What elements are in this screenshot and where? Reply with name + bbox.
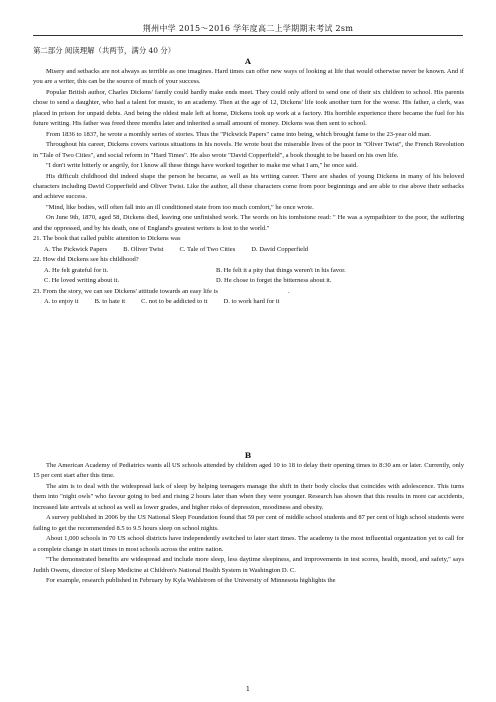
section-title: 第二部分 阅读理解（共两节，满分 40 分） bbox=[33, 46, 176, 55]
option-b: B. He felt it a pity that things weren't in his favor. bbox=[216, 266, 346, 274]
passage-b-label: B bbox=[244, 451, 252, 460]
question-23-end: . bbox=[287, 287, 290, 295]
paragraph: A survey published in 2006 by the US National Sleep Foundation found that 59 per cent of middle school students and 87 per cent of high school students were failing to get the recommended 8.5 to 9.5 hours sleep on school nights. bbox=[33, 514, 464, 532]
option-a: A. The Pickwick Papers bbox=[44, 245, 108, 253]
passage-a-label: A bbox=[245, 57, 251, 66]
option-b: B. to hate it bbox=[94, 297, 126, 305]
question-22-stem: 22. How did Dickens see his childhood? bbox=[33, 256, 139, 264]
question-23-text: 23. From the story, we can see Dickens' attitude towards an easy life is bbox=[33, 287, 218, 295]
paragraph: Misery and setbacks are not always as terrible as one imagines. Hard times can offer new ways of looking at life that would otherwise never be known. And if you are a writer, this can be the source of much of your success. bbox=[33, 68, 464, 86]
header-rule bbox=[33, 35, 463, 36]
option-c: C. He loved writing about it. bbox=[44, 277, 120, 285]
option-d: D. to work hard for it bbox=[223, 297, 280, 305]
option-a: A. He felt grateful for it. bbox=[44, 266, 109, 274]
paragraph: The American Academy of Pediatrics wants all US schools attended by children aged 10 to 18 to delay their opening times to 8:30 am or later. Currently, only 15 per cent start after this time. bbox=[33, 462, 464, 480]
paragraph: About 1,000 schools in 70 US school districts have independently switched to later start times. The academy is the most influential organization yet to call for a complete change in start times in most schools across the entire nation. bbox=[33, 535, 464, 553]
paragraph: "The demonstrated benefits are widespread and include more sleep, less daytime sleepiness, and improvements in test scores, health, mood, and safety," says Judith Owens, director of Sleep Medicine at Children's National Health System in Washington D. C. bbox=[33, 556, 464, 574]
paragraph: Popular British author, Charles Dickens' family could hardly make ends meet. They could only afford to send one of their six children to school. His parents chose to send a daughter, who had a talent for music, to an academy. Then at the age of 12, Dickens' life took another turn for the worse. His father, a clerk, was placed in prison for unpaid debts. And being the oldest male left at home, Dickens took up work at a factory. His horrible experience there became the fuel for his future writing. His father was freed three months later and inherited a small amount of money. Dickens was then sent to school. bbox=[33, 88, 464, 128]
page-number: 1 bbox=[245, 685, 251, 693]
question-23-stem bbox=[33, 287, 464, 297]
option-a: A. to enjoy it bbox=[44, 297, 79, 305]
option-c: C. not to be addicted to it bbox=[141, 297, 208, 305]
passage-a-body bbox=[33, 67, 464, 307]
passage-b-body bbox=[33, 461, 464, 586]
option-b: B. Oliver Twist bbox=[123, 245, 164, 253]
paragraph: For example, research published in February by Kyla Wahlstrom of the University of Minnesota highlights the bbox=[46, 576, 336, 584]
paragraph: "I don't write bitterly or angrily, for I know all these things have worked together to make me what I am," he once said. bbox=[46, 162, 358, 170]
question-23-options bbox=[33, 297, 464, 307]
option-d: D. David Copperfield bbox=[251, 245, 309, 253]
question-21-options bbox=[33, 245, 464, 255]
paragraph: From 1836 to 1837, he wrote a monthly series of stories. Thus the "Pickwick Papers" came into being, which brought fame to the 23-year old man. bbox=[46, 130, 432, 138]
paragraph: On June 9th, 1870, aged 58, Dickens died, leaving one unfinished work. The words on his tombstone read: " He was a sympathizer to the poor, the suffering and the oppressed, and by his death, one of England's greatest writers is lost to the world." bbox=[33, 214, 464, 232]
paragraph: His difficult childhood did indeed shape the person he became, as well as his writing career. There are shades of young Dickens in many of his beloved characters including David Copperfield and Oliver Twist. Like the author, all these characters come from poor beginnings and are able to rise above their setbacks and achieve success. bbox=[33, 172, 464, 201]
option-c: C. Tale of Two Cities bbox=[179, 245, 236, 253]
exam-header: 荆州中学 2015～2016 学年度高二上学期期末考试 2sm bbox=[142, 24, 354, 33]
paragraph: Throughout his career, Dickens covers various situations in his novels. He wrote bout the miserable lives of the poor in "Oliver Twist", the French Revolution in "Tale of Two Cities", and social reform in "Hard Times". He also wrote "David Copperfield", a book thought to be based on his own life. bbox=[33, 141, 464, 159]
question-21-stem: 21. The book that called public attention to Dickens was bbox=[33, 235, 181, 243]
question-22-options bbox=[33, 266, 464, 287]
option-d: D. He chose to forget the bitterness about it. bbox=[216, 277, 332, 285]
paragraph: "Mind, like bodies, will often fall into an ill conditioned state from too much comfort," he once wrote. bbox=[46, 203, 314, 211]
paragraph: The aim is to deal with the widespread lack of sleep by helping teenagers manage the shift in their body clocks that coincides with adolescence. This turns them into "night owls" who favour going to bed and rising 2 hours later than when they were younger. Research has shown that this results in more car accidents, increased late arrivals at school as well as lower grades, and higher risks of depression, moodiness and obesity. bbox=[33, 482, 464, 511]
